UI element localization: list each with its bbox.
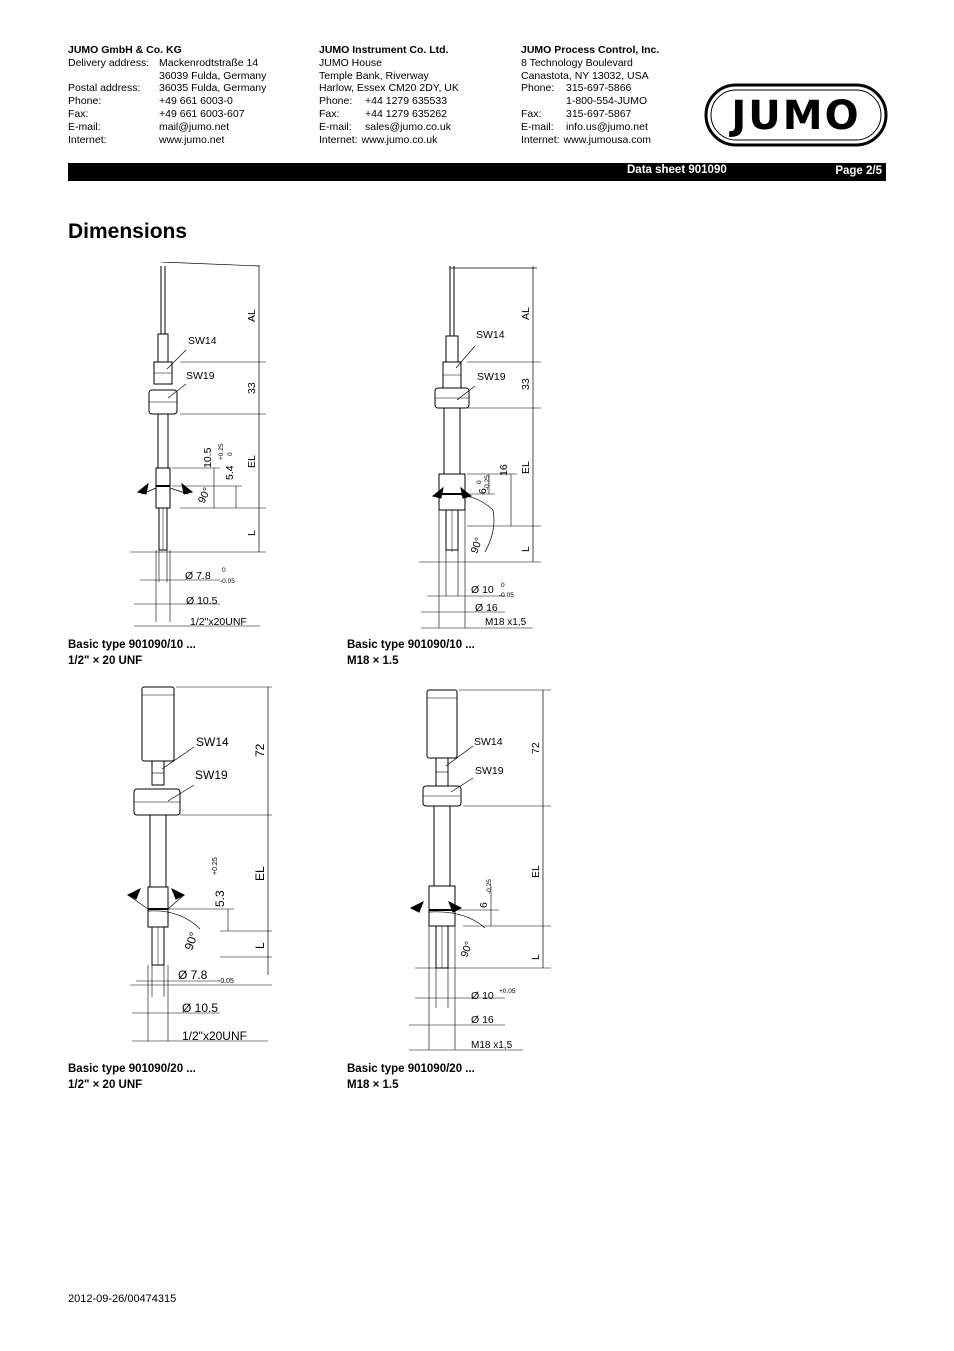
address-label: E-mail: (68, 120, 101, 133)
address-jumo-germany (68, 44, 266, 146)
drawing-type10-unf (120, 262, 280, 632)
dim-l: L (530, 954, 542, 960)
address-value: Canastota, NY 13032, USA (521, 69, 649, 82)
caption-line: Basic type 901090/20 ... (347, 1063, 475, 1075)
dim-thread-m18: M18 x1,5 (471, 1040, 513, 1051)
company-name: JUMO GmbH & Co. KG (68, 44, 182, 56)
address-value: 8 Technology Boulevard (521, 56, 633, 69)
tol-minus: -0.05 (220, 578, 235, 585)
dim-l: L (520, 546, 532, 552)
tol-zero: 0 (501, 582, 505, 589)
dim-l: L (246, 530, 258, 536)
address-label: Delivery address: (68, 56, 150, 69)
tol-zero: 0 (222, 567, 226, 574)
dim-dia-7-8: Ø 7.8 (178, 968, 208, 982)
address-jumo-usa (521, 44, 659, 146)
dim-angle: 90° (458, 939, 476, 960)
label-sw14: SW14 (196, 735, 229, 749)
tol-plus: +0.25 (218, 443, 225, 460)
dim-dia-10-5: Ø 10.5 (186, 595, 218, 607)
caption-type10-unf (68, 637, 196, 669)
dim-thread-unf: 1/2"x20UNF (190, 616, 247, 628)
dim-33: 33 (520, 378, 532, 390)
dim-el: EL (246, 455, 258, 468)
dim-72: 72 (253, 743, 267, 757)
label-sw14: SW14 (188, 335, 217, 347)
address-label: Fax: (319, 107, 340, 120)
dim-dia-10: Ø 10 (471, 990, 494, 1002)
label-sw19: SW19 (475, 765, 504, 777)
address-value: +44 1279 635262 (365, 107, 448, 120)
address-label (521, 95, 566, 108)
caption-line: Basic type 901090/10 ... (347, 639, 475, 651)
company-name: JUMO Process Control, Inc. (521, 44, 660, 56)
drawing-type20-unf (120, 685, 280, 1050)
dim-el: EL (520, 461, 532, 474)
dim-el: EL (253, 866, 267, 881)
dim-thread-unf: 1/2"x20UNF (182, 1029, 247, 1043)
address-value: 315-697-5866 (566, 82, 632, 95)
website-link[interactable]: www.jumo.co.uk (361, 133, 438, 146)
address-label: Phone: (521, 82, 555, 95)
address-label: E-mail: (521, 120, 554, 133)
address-value: Harlow, Essex CM20 2DY, UK (319, 82, 459, 95)
address-value: +49 661 6003-0 (159, 95, 233, 108)
address-label: Internet: (319, 133, 358, 146)
website-link[interactable]: www.jumo.net (159, 133, 225, 146)
dim-al: AL (246, 309, 258, 322)
address-label: Fax: (68, 107, 89, 120)
dim-5-4: 5.4 (224, 465, 236, 480)
address-value: Temple Bank, Riverway (319, 69, 429, 82)
website-link[interactable]: www.jumousa.com (563, 133, 652, 146)
label-sw19: SW19 (477, 371, 506, 383)
address-jumo-uk (319, 44, 459, 146)
tol-plus: +0.05 (499, 988, 516, 995)
dim-dia-10: Ø 10 (471, 584, 494, 596)
drawing-type10-m18 (405, 262, 565, 632)
address-label: Internet: (68, 133, 107, 146)
tol-zero: 0 (476, 480, 483, 484)
dim-6: 6 (478, 902, 490, 908)
caption-type20-m18 (347, 1061, 475, 1093)
dim-dia-7-8: Ø 7.8 (185, 570, 211, 582)
label-sw19: SW19 (195, 768, 228, 782)
address-label: Fax: (521, 107, 542, 120)
address-value: JUMO House (319, 56, 383, 69)
label-sw14: SW14 (474, 736, 503, 748)
drawing-type20-m18 (405, 688, 565, 1053)
address-label: Phone: (319, 95, 353, 108)
tol-minus: -0.25 (486, 879, 493, 894)
dim-el: EL (530, 865, 542, 878)
dim-angle: 90° (195, 485, 214, 506)
jumo-logo (704, 83, 888, 147)
dim-10-5: 10.5 (202, 447, 214, 468)
caption-type20-unf (68, 1061, 196, 1093)
caption-line: Basic type 901090/20 ... (68, 1063, 196, 1075)
page-title: Dimensions (68, 220, 188, 243)
dim-6: 6 (477, 488, 489, 494)
dim-33: 33 (246, 382, 258, 394)
header-bar (68, 163, 886, 181)
dim-l: L (253, 942, 267, 949)
dim-angle: 90° (181, 930, 202, 953)
tol-minus: -0.25 (484, 475, 491, 490)
email-link[interactable]: info.us@jumo.net (566, 120, 648, 133)
address-value: 1-800-554-JUMO (566, 95, 648, 108)
logo-text: JUMO (731, 93, 861, 139)
email-link[interactable]: sales@jumo.co.uk (365, 120, 451, 133)
company-name: JUMO Instrument Co. Ltd. (319, 44, 449, 56)
caption-line: M18 × 1.5 (347, 1079, 399, 1091)
caption-line: 1/2" × 20 UNF (68, 655, 143, 667)
address-label (68, 70, 159, 83)
tol-plus: +0.25 (212, 857, 219, 875)
caption-line: M18 × 1.5 (347, 655, 399, 667)
dim-angle: 90° (468, 535, 486, 556)
address-value: +49 661 6003-607 (159, 107, 245, 120)
tol-zero: 0 (227, 452, 234, 456)
caption-type10-m18 (347, 637, 475, 669)
tol-minus: -0.05 (499, 592, 514, 599)
address-label: Internet: (521, 133, 560, 146)
email-link[interactable]: mail@jumo.net (159, 120, 230, 133)
address-value: Mackenrodtstraße 14 (159, 56, 259, 69)
address-label: Phone: (68, 95, 102, 108)
label-sw19: SW19 (186, 370, 215, 382)
datasheet-number: Data sheet 901090 (627, 164, 727, 176)
address-value: 36035 Fulda, Germany (159, 82, 267, 95)
dim-dia-16: Ø 16 (471, 1014, 494, 1026)
dim-dia-10-5: Ø 10.5 (182, 1001, 219, 1015)
dim-16: 16 (498, 464, 510, 476)
caption-line: Basic type 901090/10 ... (68, 639, 196, 651)
document-footer: 2012-09-26/00474315 (68, 1293, 177, 1305)
dim-thread-m18: M18 x1,5 (485, 617, 527, 628)
caption-line: 1/2" × 20 UNF (68, 1079, 143, 1091)
dim-dia-16: Ø 16 (475, 602, 498, 614)
page-number: Page 2/5 (835, 165, 882, 177)
dim-5-3: 5.3 (213, 890, 227, 907)
dim-al: AL (520, 307, 532, 320)
address-value: 315-697-5867 (566, 107, 632, 120)
address-value: +44 1279 635533 (365, 95, 448, 108)
address-value: 36039 Fulda, Germany (159, 69, 267, 82)
tol-minus: -0.05 (218, 978, 234, 985)
label-sw14: SW14 (476, 329, 505, 341)
dim-72: 72 (530, 742, 542, 754)
address-label: Postal address: (68, 82, 141, 95)
address-label: E-mail: (319, 120, 352, 133)
